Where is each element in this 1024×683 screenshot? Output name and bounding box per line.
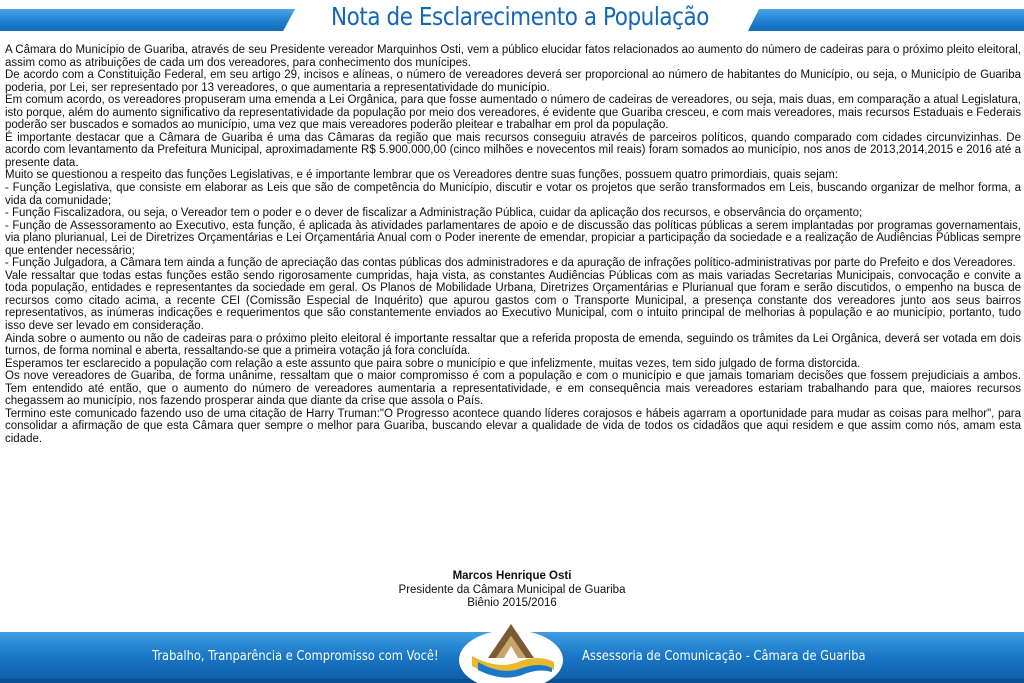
paragraph: Ainda sobre o aumento ou não de cadeiras para o próximo pleito eleitoral é importante ressaltar que a referida proposta de emenda, seguindo os trâmites da Lei Orgânica, deverá ser votada em dois turnos, de forma nominal e aberta, ressaltando-se que a primeira votação já fora concluída. <box>5 332 1021 358</box>
list-item-function: - Função Legislativa, que consiste em elaborar as Leis que são de competência do Município, discutir e votar os projetos que serão transformados em Leis, buscando organizar de melhor forma, a vida da comunidade; <box>5 182 1021 207</box>
header-bar-left <box>0 9 295 31</box>
paragraph: É importante destacar que a Câmara de Guariba é uma das Câmaras da região que mais recursos conseguiu através de parceiros políticos, quando comparado com cidades circunvizinhas. De acordo com levantamento da Prefeitura Municipal, aproximadamente R$ 5.900.000,00 (cinco milhões e novecentos mil reais) foram somados ao município, nos anos de 2013,2014,2015 e 2016 até a presente data. <box>5 131 1021 169</box>
signature-block <box>312 570 712 611</box>
list-item-function: - Função de Assessoramento ao Executivo, esta função, é aplicada às atividades parlamentares de apoio e de discussão das políticas públicas a serem implantadas por programas governamentais, via plano plurianual, Lei de Diretrizes Orçamentárias e Lei Orçamentária Anual com o Poder inerente de emendar, propiciar a participação da sociedade e a realização de Audiências Públicas sempre que entender necessário; <box>5 219 1021 257</box>
list-item-function: - Função Fiscalizadora, ou seja, o Vereador tem o poder e o dever de fiscalizar a Administração Pública, cuidar da aplicação dos recursos, e observância do orçamento; <box>5 207 863 220</box>
signatory-name: Marcos Henrique Osti <box>452 570 572 582</box>
paragraph: Muito se questionou a respeito das funções Legislativas, e é importante lembrar que os Vereadores dentre suas funções, possuem quatro primordiais, quais sejam: <box>5 169 838 182</box>
signatory-term: Biênio 2015/2016 <box>467 597 557 609</box>
page-title: Nota de Esclarecimento a População <box>330 2 710 31</box>
paragraph: Os nove vereadores de Guariba, de forma unânime, ressaltam que o maior compromisso é com a população e com o município e que jamais tomariam decisões que fossem prejudiciais a ambos. Tem entendido até então, que o aumento do número de vereadores aumentaria a representatividade, e em consequência mais vereadores estariam trabalhando para que, maiores recursos chegassem ao município, nos fazendo prosperar ainda que diante da crise que assola o País. <box>5 370 1021 408</box>
paragraph: Em comum acordo, os vereadores propuseram uma emenda a Lei Orgânica, para que fosse aumentado o número de cadeiras de vereadores, ou seja, mais duas, em comparação a atual Legislatura, isto porque, além do aumento significativo da representatividade da população por meio dos vereadores, é evidente que Guariba cresceu, e com mais vereadores, mais recursos Estaduais e Federais poderão ser buscados e somados ao município, uma vez que mais vereadores poderão pleitear e trabalhar em prol da população. <box>5 94 1021 132</box>
paragraph: Esperamos ter esclarecido a população com relação a este assunto que paira sobre o município e que infelizmente, muitas vezes, tem sido julgado de forma distorcida. <box>5 357 861 370</box>
paragraph: De acordo com a Constituição Federal, em seu artigo 29, incisos e alíneas, o número de vereadores deverá ser proporcional ao número de habitantes do Município, ou seja, o Município de Guariba poderia, por Lei, ser representado por 13 vereadores, o que aumentaria a representatividade do município. <box>5 69 1021 94</box>
paragraph: Vale ressaltar que todas estas funções estão sendo rigorosamente cumpridas, haja vista, as constantes Audiências Públicas com as mais variadas Secretarias Municipais, convocação e convite a toda população, entidades e representantes da sociedade em geral. Os Planos de Mobilidade Urbana, Diretrizes Orçamentárias e Plurianual que foram e serão discutidos, o empenho na busca de recursos como citado acima, a recente CEI (Comissão Especial de Inquérito) que apurou gastos com o Transporte Municipal, a presença constante dos vereadores junto aos seus bairros representativos, as inúmeras indicações e requerimentos que são constantemente enviados ao Executivo Municipal, com o intuito principal de melhorias à população e ao município, portanto, tudo isso deve ser levado em consideração. <box>5 269 1021 333</box>
paragraph: A Câmara do Município de Guariba, através de seu Presidente vereador Marquinhos Osti, vem a público elucidar fatos relacionados ao aumento do número de cadeiras para o próximo pleito eleitoral, assim como as atribuições de cada um dos vereadores, para conhecimento dos munícipes. <box>5 44 1021 69</box>
footer-credit: Assessoria de Comunicação - Câmara de Guariba <box>582 648 866 664</box>
article-body <box>5 44 1021 446</box>
list-item-function: - Função Julgadora, a Câmara tem ainda a função de apreciação das contas públicas dos administradores e da apuração de infrações político-administrativas por parte do Prefeito e dos Vereadores. <box>5 257 1016 270</box>
footer-slogan: Trabalho, Tranparência e Compromisso com Você! <box>152 648 439 664</box>
camara-guariba-emblem-icon <box>458 612 564 683</box>
header-bar-right <box>748 9 1024 31</box>
paragraph: Termino este comunicado fazendo uso de uma citação de Harry Truman:"O Progresso acontece quando líderes corajosos e hábeis agarram a oportunidade para mudar as coisas para melhor", para consolidar a afirmação de que esta Câmara quer sempre o melhor para Guariba, buscando elevar a qualidade de vida de todos os cidadãos que aqui residem e que assim como nós, amam esta cidade. <box>5 407 1021 445</box>
page-header <box>0 0 1024 36</box>
signatory-role: Presidente da Câmara Municipal de Guariba <box>398 583 626 596</box>
